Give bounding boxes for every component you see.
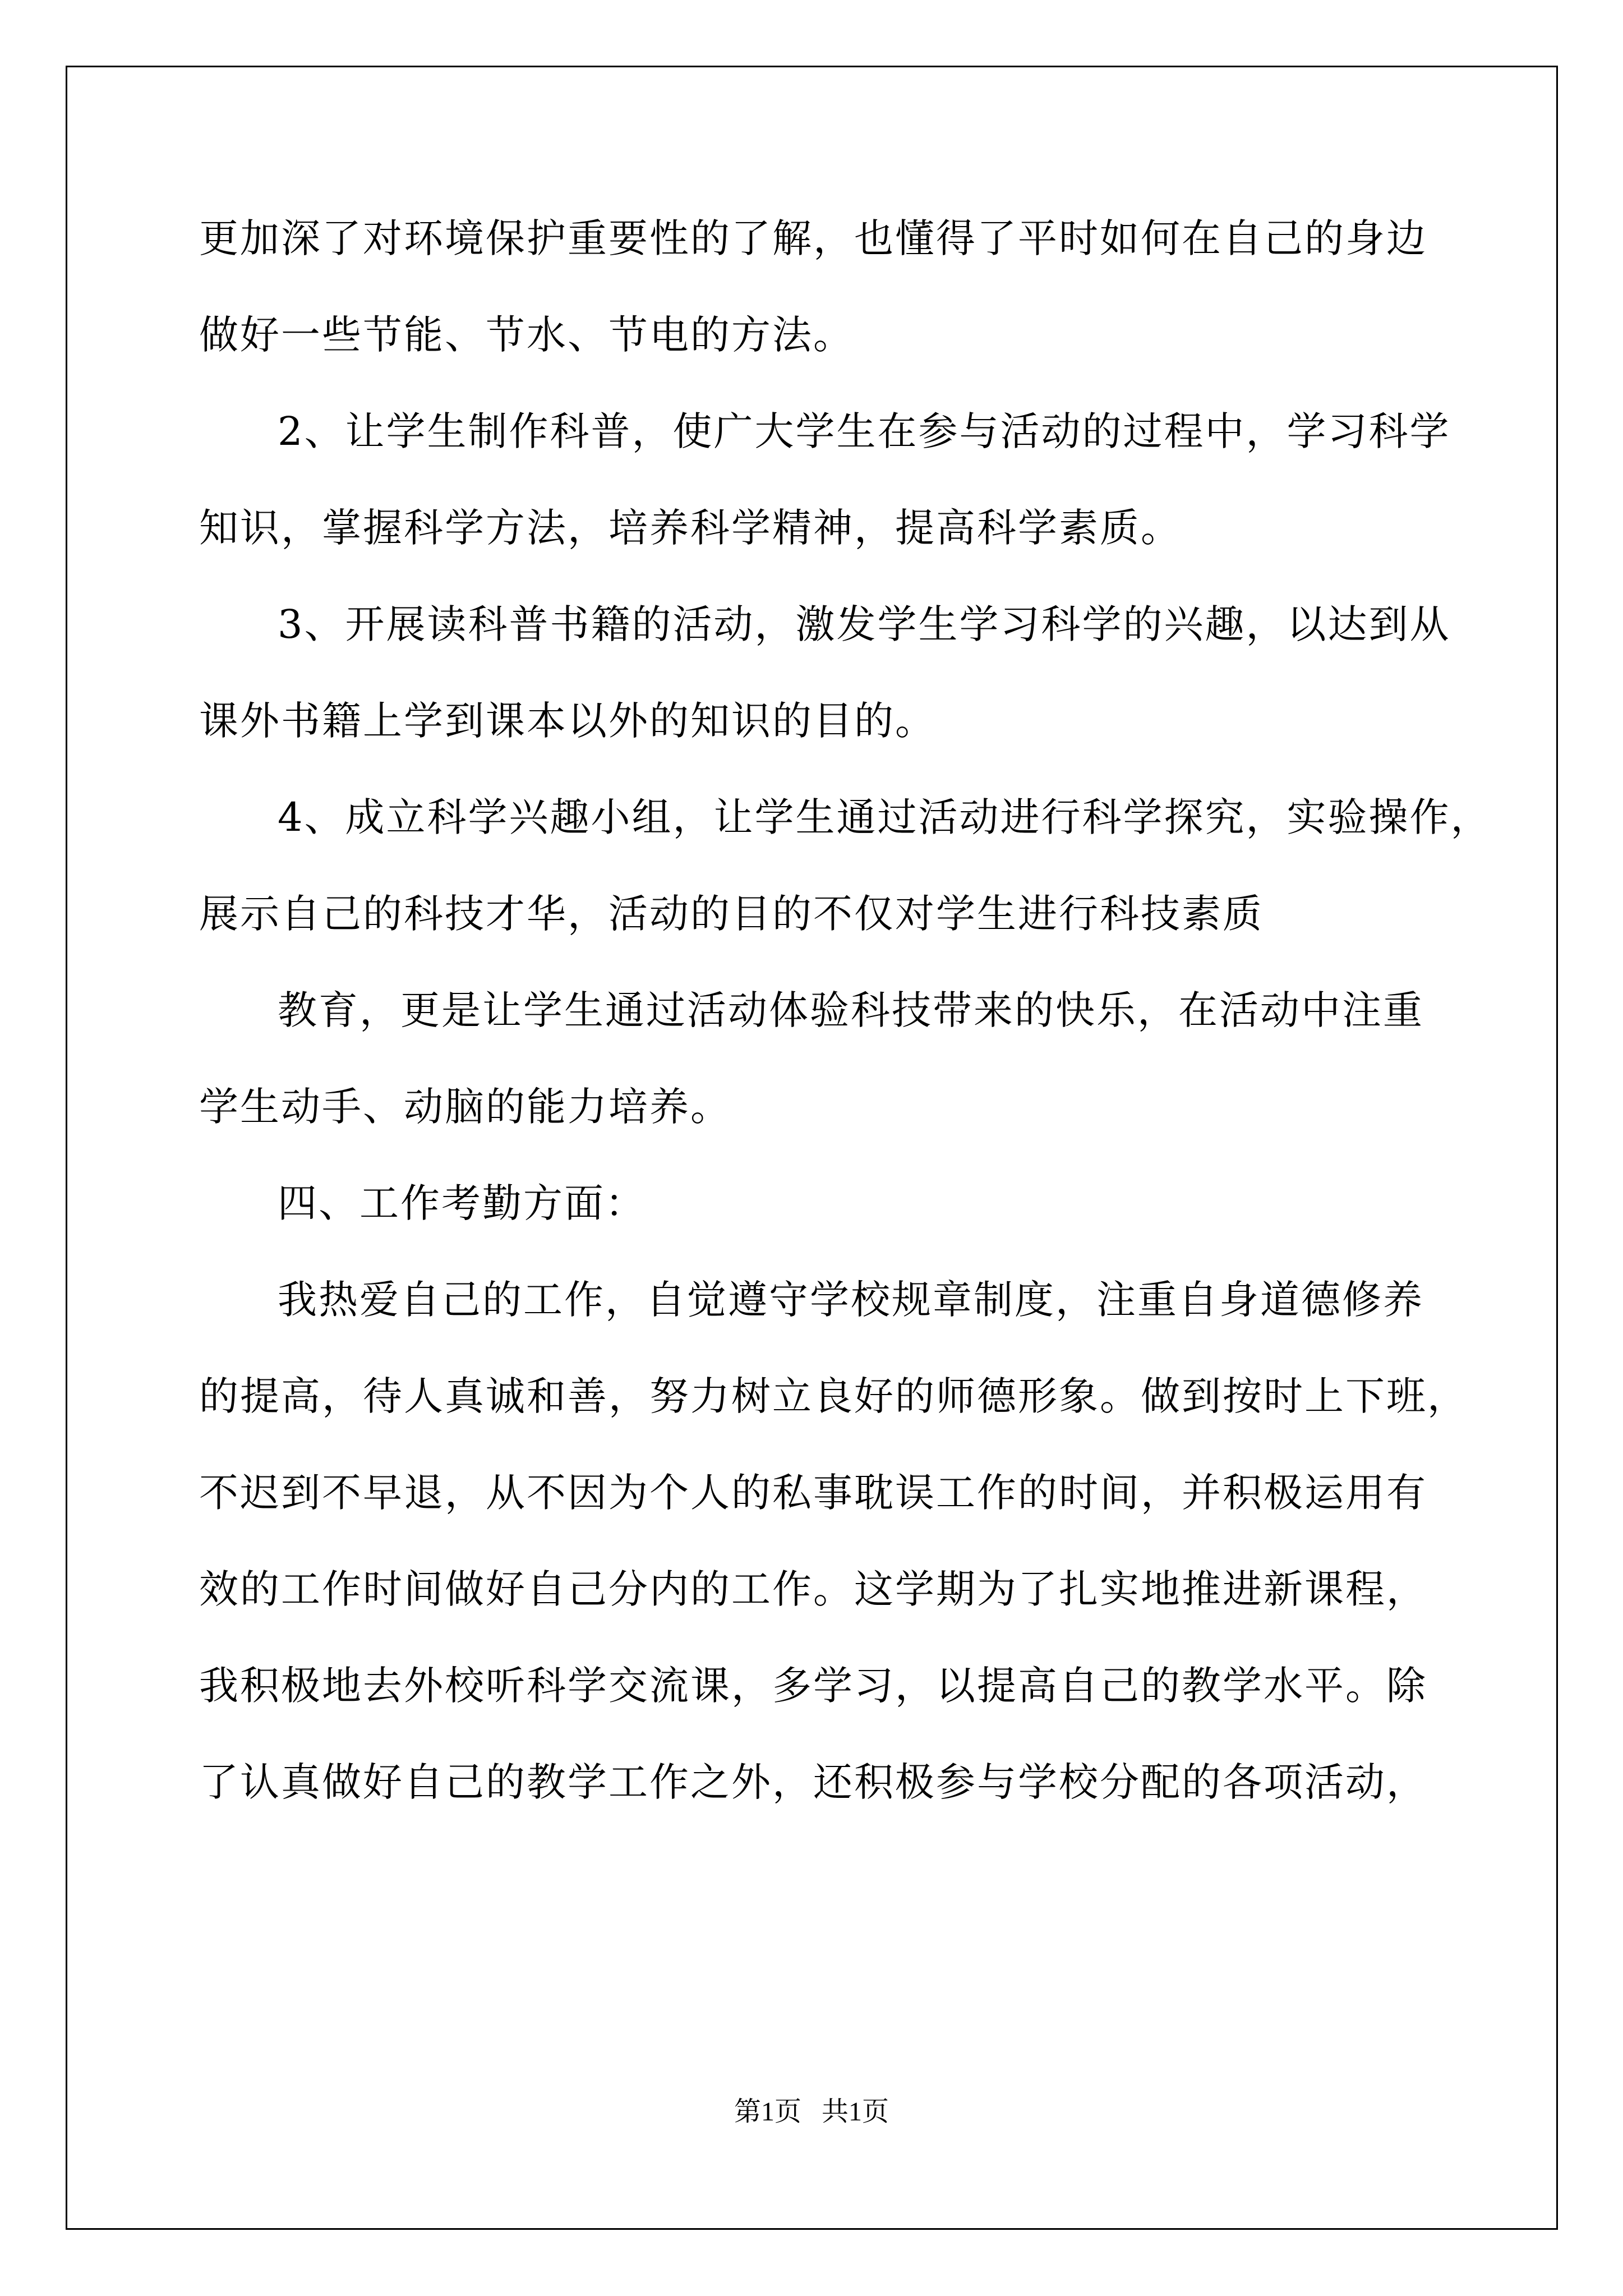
text-line: 学生动手、动脑的能力培养。 [199, 1084, 731, 1130]
text-line: 4、成立科学兴趣小组，让学生通过活动进行科学探究，实验操作， [278, 794, 1492, 840]
section-heading: 四、工作考勤方面： [278, 1180, 646, 1226]
text-line: 更加深了对环境保护重要性的了解，也懂得了平时如何在自己的身边 [199, 215, 1427, 261]
text-line: 课外书籍上学到课本以外的知识的目的。 [199, 698, 936, 744]
text-line: 的提高，待人真诚和善，努力树立良好的师德形象。做到按时上下班， [199, 1373, 1468, 1419]
text-line: 知识，掌握科学方法，培养科学精神，提高科学素质。 [199, 505, 1182, 551]
text-line: 做好一些节能、节水、节电的方法。 [199, 312, 854, 358]
text-line: 我积极地去外校听科学交流课，多学习，以提高自己的教学水平。除 [199, 1663, 1427, 1709]
text-line: 教育，更是让学生通过活动体验科技带来的快乐，在活动中注重 [278, 987, 1424, 1033]
text-line: 效的工作时间做好自己分内的工作。这学期为了扎实地推进新课程， [199, 1566, 1427, 1612]
page-number-footer: 第1页 共1页 [734, 2097, 889, 2127]
text-line: 展示自己的科技才华，活动的目的不仅对学生进行科技素质 [199, 891, 1264, 937]
text-line: 我热爱自己的工作，自觉遵守学校规章制度，注重自身道德修养 [278, 1277, 1424, 1323]
page-border [66, 66, 1558, 2230]
text-line: 了认真做好自己的教学工作之外，还积极参与学校分配的各项活动， [199, 1759, 1427, 1805]
text-line: 3、开展读科普书籍的活动，激发学生学习科学的兴趣，以达到从 [278, 601, 1451, 647]
text-line: 2、让学生制作科普，使广大学生在参与活动的过程中，学习科学 [278, 408, 1451, 454]
text-line: 不迟到不早退，从不因为个人的私事耽误工作的时间，并积极运用有 [199, 1470, 1427, 1516]
